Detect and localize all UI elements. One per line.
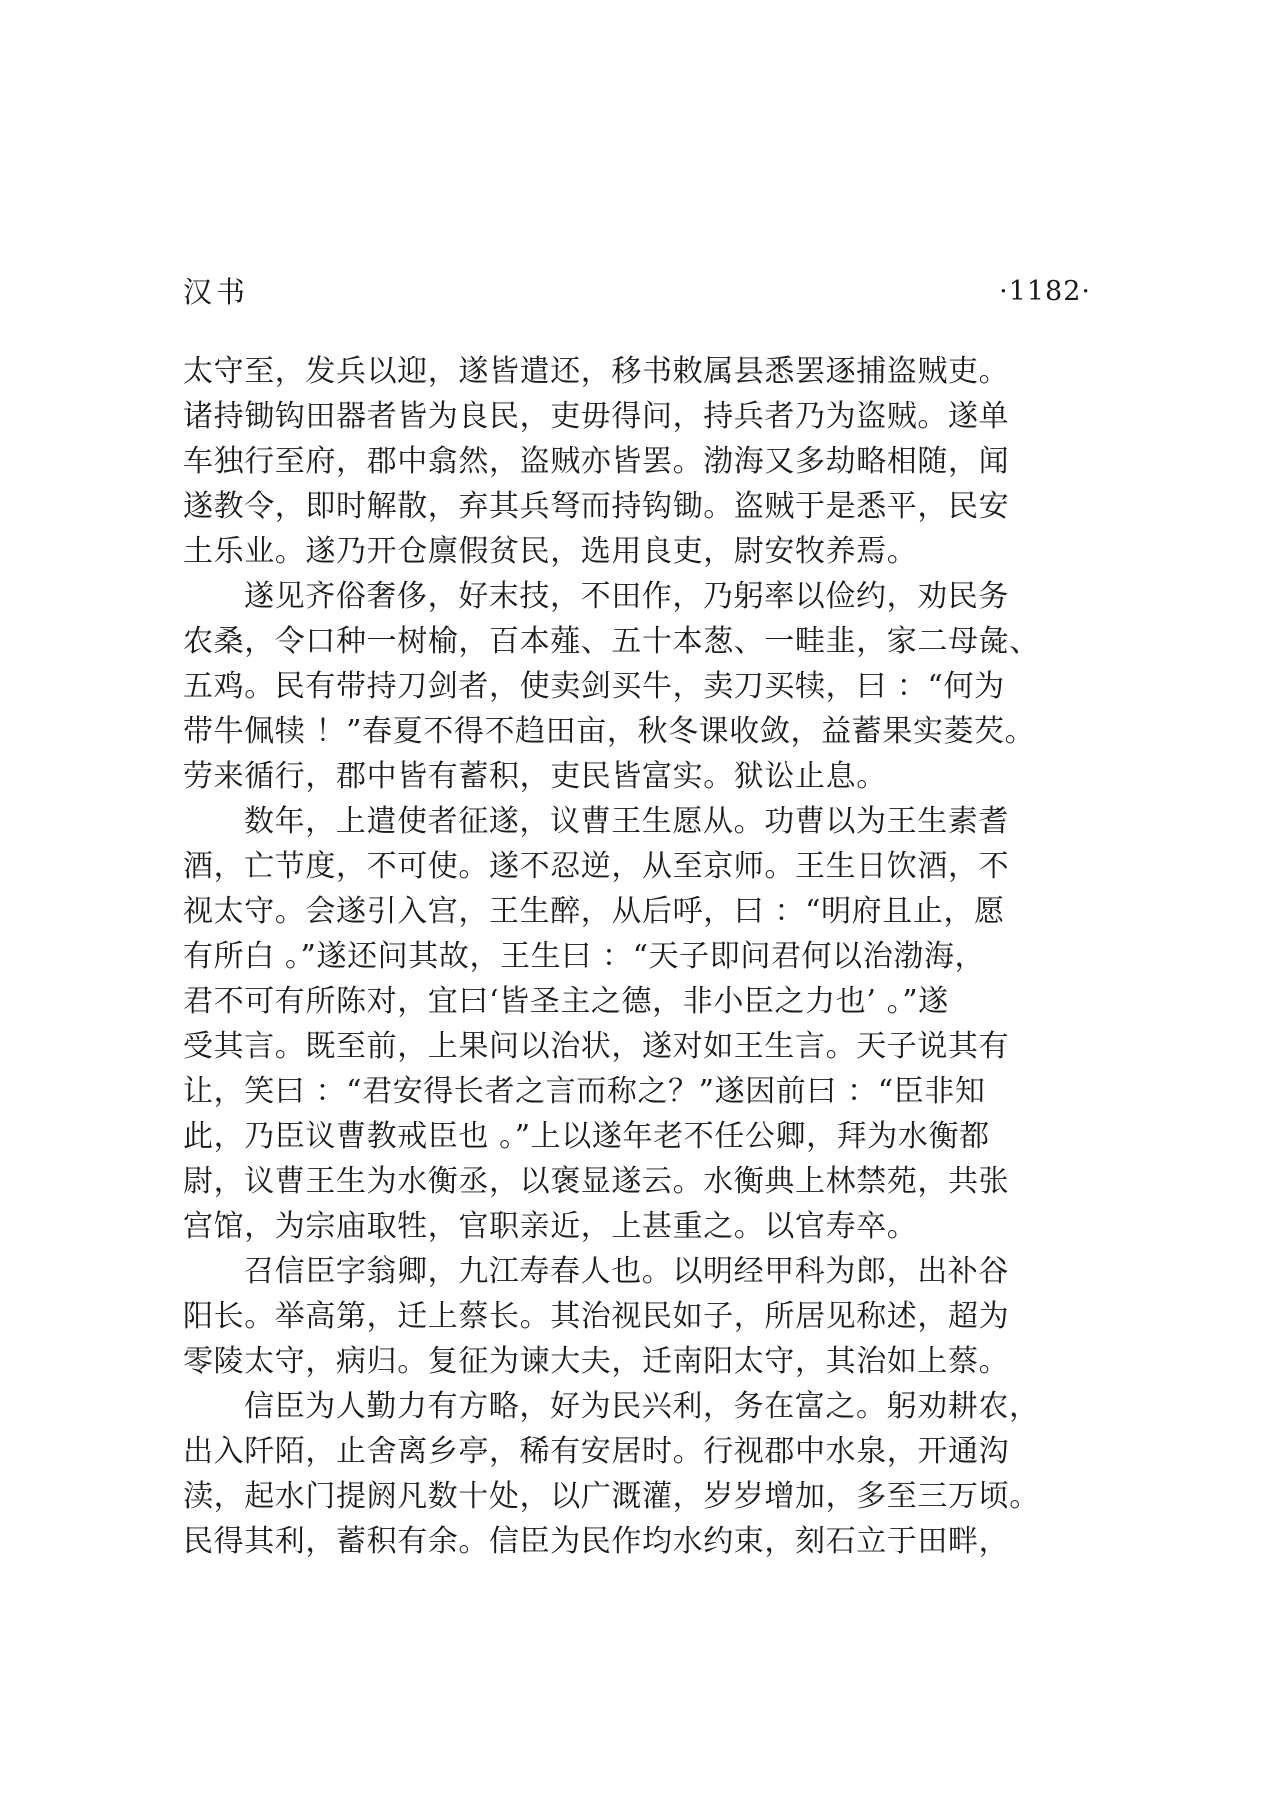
text-line: 诸持锄钩田器者皆为良民，吏毋得问，持兵者乃为盗贼。遂单: [183, 399, 1010, 434]
text-line: 宫馆，为宗庙取牲，官职亲近，上甚重之。以官寿卒。: [183, 1209, 918, 1244]
text-line: 有所白 。”遂还问其故，王生曰 ：“天子即问君何以治渤海，: [183, 939, 986, 974]
page-number: ·1182·: [999, 276, 1091, 307]
text-line: 带牛佩犊 ！”春夏不得不趋田亩，秋冬课收敛，益蓄果实菱芡。: [183, 714, 1036, 749]
book-title: 汉书: [183, 275, 250, 309]
text-line: 尉，议曹王生为水衡丞，以褒显遂云。水衡典上林禁苑，共张: [183, 1164, 1010, 1199]
text-line: 酒，亡节度，不可使。遂不忍逆，从至京师。王生日饮酒，不: [183, 849, 1010, 884]
text-line: 农桑，令口种一树榆，百本薤、五十本葱、一畦韭，家二母彘、: [183, 624, 1040, 659]
text-line: 此，乃臣议曹教戒臣也 。”上以遂年老不任公卿，拜为水衡都: [183, 1119, 990, 1154]
text-line: 零陵太守，病归。复征为谏大夫，迁南阳太守，其治如上蔡。: [183, 1344, 1010, 1379]
text-line: 民得其利，蓄积有余。信臣为民作均水约束，刻石立于田畔，: [183, 1524, 1010, 1559]
body-text: [183, 349, 1091, 1564]
text-line: 让，笑曰 ：“君安得长者之言而称之？”遂因前曰 ：“臣非知: [183, 1074, 986, 1109]
paragraph-first-line: 遂见齐俗奢侈，好末技，不田作，乃躬率以俭约，劝民务: [244, 579, 1009, 614]
text-line: 阳长。举高第，迁上蔡长。其治视民如子，所居见称述，超为: [183, 1299, 1010, 1334]
text-line: 渎，起水门提阏凡数十处，以广溉灌，岁岁增加，多至三万顷。: [183, 1479, 1040, 1514]
text-line: 视太守。会遂引入宫，王生醉，从后呼，曰 ：“明府且止，愿: [183, 894, 1005, 929]
text-line: 君不可有所陈对，宜曰‘皆圣主之德，非小臣之力也’ 。”遂: [183, 984, 949, 1019]
paragraph-first-line: 数年，上遣使者征遂，议曹王生愿从。功曹以为王生素耆: [244, 804, 1009, 839]
text-line: 土乐业。遂乃开仓廪假贫民，选用良吏，尉安牧养焉。: [183, 534, 918, 569]
text-line: 五鸡。民有带持刀剑者，使卖剑买牛，卖刀买犊，曰 ：“何为: [183, 669, 1005, 704]
text-line: 劳来循行，郡中皆有蓄积，吏民皆富实。狱讼止息。: [183, 759, 887, 794]
text-line: 出入阡陌，止舍离乡亭，稀有安居时。行视郡中水泉，开通沟: [183, 1434, 1010, 1469]
text-line: 车独行至府，郡中翕然，盗贼亦皆罢。渤海又多劫略相随，闻: [183, 444, 1010, 479]
text-line: 太守至，发兵以迎，遂皆遣还，移书敕属县悉罢逐捕盗贼吏。: [183, 354, 1010, 389]
paragraph-first-line: 召信臣字翁卿，九江寿春人也。以明经甲科为郎，出补谷: [244, 1254, 1009, 1289]
paragraph-first-line: 信臣为人勤力有方略，好为民兴利，务在富之。躬劝耕农，: [244, 1389, 1040, 1424]
running-header: [183, 272, 1091, 312]
text-line: 遂教令，即时解散，弃其兵弩而持钩锄。盗贼于是悉平，民安: [183, 489, 1010, 524]
text-line: 受其言。既至前，上果问以治状，遂对如王生言。天子说其有: [183, 1029, 1010, 1064]
